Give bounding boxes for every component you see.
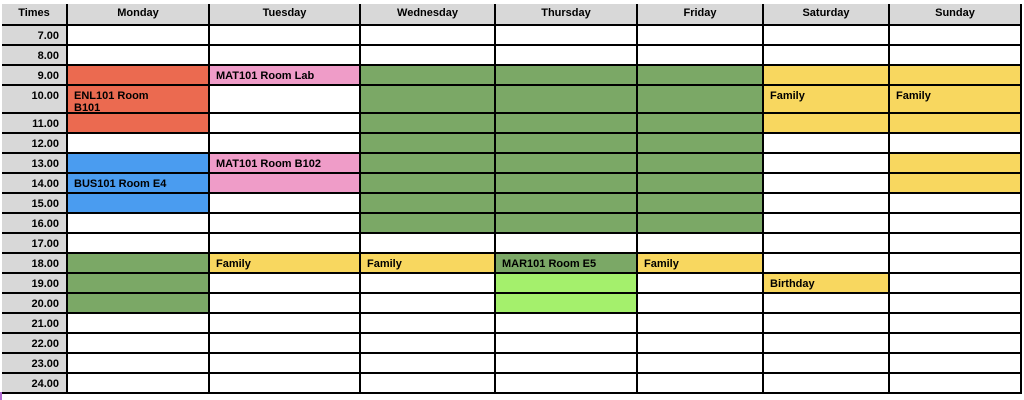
empty-cell bbox=[210, 354, 361, 374]
event-cell bbox=[638, 66, 764, 86]
empty-cell bbox=[68, 234, 210, 254]
empty-cell bbox=[764, 134, 890, 154]
empty-cell bbox=[361, 374, 496, 394]
day-header-tuesday: Tuesday bbox=[210, 4, 361, 26]
empty-cell bbox=[890, 314, 1022, 334]
empty-cell bbox=[68, 334, 210, 354]
empty-cell bbox=[496, 374, 638, 394]
event-cell bbox=[496, 274, 638, 294]
empty-cell bbox=[890, 334, 1022, 354]
empty-cell bbox=[890, 254, 1022, 274]
empty-cell bbox=[890, 274, 1022, 294]
empty-cell bbox=[638, 334, 764, 354]
event-cell bbox=[496, 134, 638, 154]
empty-cell bbox=[638, 46, 764, 66]
time-label: 22.00 bbox=[2, 334, 68, 354]
empty-cell bbox=[361, 314, 496, 334]
event-cell bbox=[496, 66, 638, 86]
event-label: Family bbox=[210, 254, 361, 274]
empty-cell bbox=[638, 314, 764, 334]
event-cell bbox=[496, 86, 638, 114]
event-label: Family bbox=[361, 254, 496, 274]
empty-cell bbox=[764, 174, 890, 194]
day-header-thursday: Thursday bbox=[496, 4, 638, 26]
day-header-friday: Friday bbox=[638, 4, 764, 26]
event-cell bbox=[764, 66, 890, 86]
empty-cell bbox=[68, 354, 210, 374]
event-cell bbox=[764, 114, 890, 134]
event-cell bbox=[361, 194, 496, 214]
event-cell bbox=[361, 114, 496, 134]
empty-cell bbox=[890, 294, 1022, 314]
empty-cell bbox=[764, 254, 890, 274]
empty-cell bbox=[764, 26, 890, 46]
event-label: MAT101 Room B102 bbox=[210, 154, 361, 174]
empty-cell bbox=[210, 234, 361, 254]
time-label: 11.00 bbox=[2, 114, 68, 134]
empty-cell bbox=[210, 274, 361, 294]
empty-cell bbox=[764, 334, 890, 354]
empty-cell bbox=[764, 294, 890, 314]
day-header-saturday: Saturday bbox=[764, 4, 890, 26]
empty-cell bbox=[210, 46, 361, 66]
event-cell bbox=[638, 194, 764, 214]
empty-cell bbox=[210, 114, 361, 134]
event-cell bbox=[68, 66, 210, 86]
time-label: 24.00 bbox=[2, 374, 68, 394]
empty-cell bbox=[764, 46, 890, 66]
empty-cell bbox=[210, 26, 361, 46]
event-label: Family bbox=[764, 86, 890, 114]
edge-marker bbox=[0, 392, 2, 400]
empty-cell bbox=[68, 214, 210, 234]
empty-cell bbox=[210, 86, 361, 114]
empty-cell bbox=[68, 314, 210, 334]
empty-cell bbox=[361, 274, 496, 294]
event-cell bbox=[68, 274, 210, 294]
event-label: Family bbox=[638, 254, 764, 274]
time-label: 9.00 bbox=[2, 66, 68, 86]
empty-cell bbox=[890, 194, 1022, 214]
time-label: 7.00 bbox=[2, 26, 68, 46]
time-label: 23.00 bbox=[2, 354, 68, 374]
empty-cell bbox=[890, 26, 1022, 46]
event-label: Birthday bbox=[764, 274, 890, 294]
time-label: 13.00 bbox=[2, 154, 68, 174]
empty-cell bbox=[764, 314, 890, 334]
times-header: Times bbox=[2, 4, 68, 26]
empty-cell bbox=[638, 274, 764, 294]
empty-cell bbox=[496, 234, 638, 254]
day-header-sunday: Sunday bbox=[890, 4, 1022, 26]
event-label: MAT101 Room Lab bbox=[210, 66, 361, 86]
event-cell bbox=[496, 174, 638, 194]
empty-cell bbox=[890, 214, 1022, 234]
event-cell bbox=[890, 174, 1022, 194]
empty-cell bbox=[764, 234, 890, 254]
event-cell bbox=[638, 154, 764, 174]
event-cell bbox=[361, 134, 496, 154]
empty-cell bbox=[68, 26, 210, 46]
empty-cell bbox=[890, 134, 1022, 154]
time-label: 20.00 bbox=[2, 294, 68, 314]
event-cell bbox=[68, 154, 210, 174]
event-cell bbox=[638, 174, 764, 194]
empty-cell bbox=[764, 374, 890, 394]
event-cell bbox=[361, 214, 496, 234]
event-cell bbox=[361, 154, 496, 174]
time-label: 15.00 bbox=[2, 194, 68, 214]
empty-cell bbox=[890, 46, 1022, 66]
empty-cell bbox=[210, 194, 361, 214]
event-cell bbox=[68, 114, 210, 134]
event-label: ENL101 Room B101 bbox=[68, 86, 210, 114]
time-label: 14.00 bbox=[2, 174, 68, 194]
empty-cell bbox=[68, 374, 210, 394]
event-cell bbox=[638, 114, 764, 134]
empty-cell bbox=[361, 294, 496, 314]
time-label: 16.00 bbox=[2, 214, 68, 234]
event-cell bbox=[496, 154, 638, 174]
empty-cell bbox=[764, 354, 890, 374]
empty-cell bbox=[68, 134, 210, 154]
empty-cell bbox=[890, 234, 1022, 254]
day-header-wednesday: Wednesday bbox=[361, 4, 496, 26]
empty-cell bbox=[210, 294, 361, 314]
event-cell bbox=[638, 134, 764, 154]
event-cell bbox=[496, 114, 638, 134]
empty-cell bbox=[361, 334, 496, 354]
event-cell bbox=[638, 214, 764, 234]
event-cell bbox=[68, 194, 210, 214]
event-cell bbox=[210, 174, 361, 194]
empty-cell bbox=[210, 314, 361, 334]
time-label: 10.00 bbox=[2, 86, 68, 114]
event-cell bbox=[361, 66, 496, 86]
time-label: 18.00 bbox=[2, 254, 68, 274]
time-label: 17.00 bbox=[2, 234, 68, 254]
event-cell bbox=[496, 214, 638, 234]
empty-cell bbox=[210, 334, 361, 354]
event-cell bbox=[68, 254, 210, 274]
empty-cell bbox=[496, 334, 638, 354]
time-label: 19.00 bbox=[2, 274, 68, 294]
empty-cell bbox=[638, 354, 764, 374]
empty-cell bbox=[361, 26, 496, 46]
time-label: 12.00 bbox=[2, 134, 68, 154]
empty-cell bbox=[361, 234, 496, 254]
empty-cell bbox=[68, 46, 210, 66]
event-label: MAR101 Room E5 bbox=[496, 254, 638, 274]
time-label: 8.00 bbox=[2, 46, 68, 66]
event-cell bbox=[361, 86, 496, 114]
empty-cell bbox=[210, 214, 361, 234]
weekly-schedule-grid bbox=[2, 4, 1022, 394]
time-label: 21.00 bbox=[2, 314, 68, 334]
empty-cell bbox=[638, 374, 764, 394]
empty-cell bbox=[210, 134, 361, 154]
empty-cell bbox=[496, 354, 638, 374]
empty-cell bbox=[638, 294, 764, 314]
event-label: Family bbox=[890, 86, 1022, 114]
event-cell bbox=[361, 174, 496, 194]
event-cell bbox=[890, 154, 1022, 174]
day-header-monday: Monday bbox=[68, 4, 210, 26]
empty-cell bbox=[890, 354, 1022, 374]
empty-cell bbox=[496, 314, 638, 334]
empty-cell bbox=[764, 194, 890, 214]
empty-cell bbox=[210, 374, 361, 394]
event-cell bbox=[890, 114, 1022, 134]
empty-cell bbox=[496, 26, 638, 46]
empty-cell bbox=[890, 374, 1022, 394]
empty-cell bbox=[638, 234, 764, 254]
empty-cell bbox=[764, 214, 890, 234]
event-cell bbox=[890, 66, 1022, 86]
empty-cell bbox=[638, 26, 764, 46]
event-cell bbox=[496, 194, 638, 214]
event-label: BUS101 Room E4 bbox=[68, 174, 210, 194]
event-cell bbox=[638, 86, 764, 114]
event-cell bbox=[68, 294, 210, 314]
empty-cell bbox=[361, 354, 496, 374]
event-cell bbox=[496, 294, 638, 314]
empty-cell bbox=[764, 154, 890, 174]
empty-cell bbox=[361, 46, 496, 66]
empty-cell bbox=[496, 46, 638, 66]
